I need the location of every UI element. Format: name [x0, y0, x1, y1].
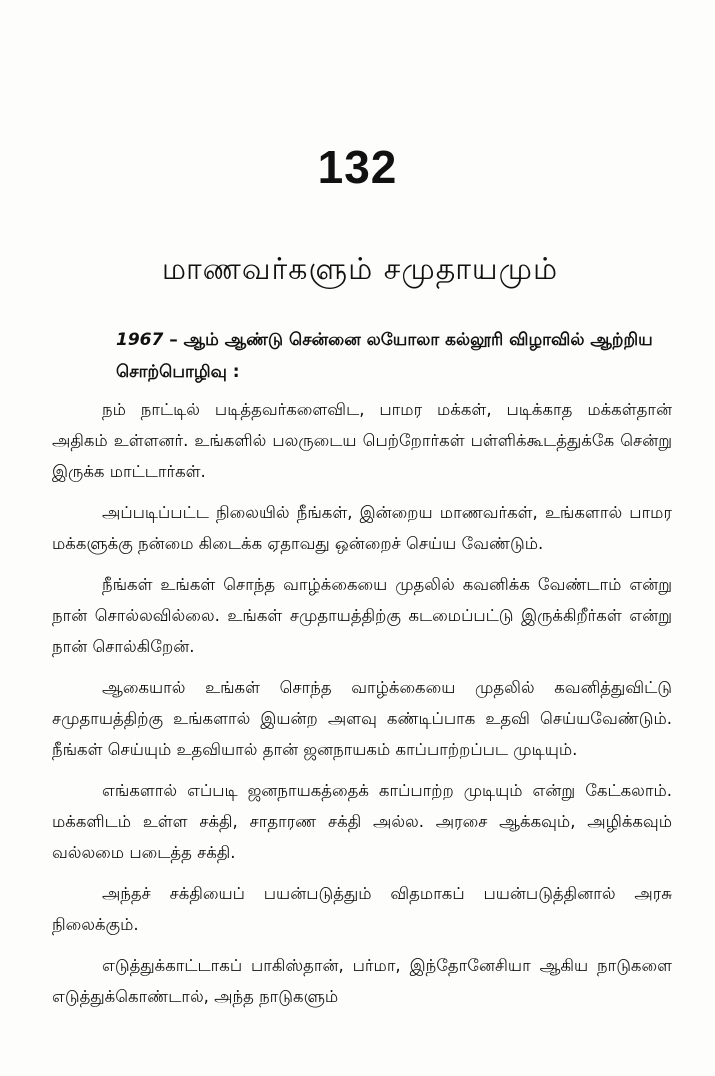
- paragraph-6: அந்தச் சக்தியைப் பயன்படுத்தும் விதமாகப் பயன்படுத்தினால் அரசு நிலைக்கும்.: [52, 884, 672, 934]
- paragraph-3: நீங்கள் உங்கள் சொந்த வாழ்க்கையை முதலில் கவனிக்க வேண்டாம் என்று நான் சொல்லவில்லை. உங்கள் சமுதாயத்திற்கு கடமைப்பட்டு இருக்கிறீர்கள் என்று நான் சொல்கிறேன்.: [52, 575, 672, 656]
- body-text: [52, 394, 672, 1022]
- speech-description: – ஆம் ஆண்டு சென்னை லயோலா கல்லூரி விழாவில் ஆற்றிய சொற்பொழிவு :: [116, 330, 653, 382]
- speech-context: [116, 324, 676, 388]
- chapter-title: மாணவர்களும் சமுதாயமும்: [161, 252, 559, 287]
- chapter-number: 132: [317, 141, 398, 193]
- paragraph-7: எடுத்துக்காட்டாகப் பாகிஸ்தான், பர்மா, இந்தோனேசியா ஆகிய நாடுகளை எடுத்துக்கொண்டால், அந்த நாடுகளும்: [52, 956, 672, 1006]
- paragraph-4: ஆகையால் உங்கள் சொந்த வாழ்க்கையை முதலில் கவனித்துவிட்டு சமுதாயத்திற்கு உங்களால் இயன்ற அளவு கண்டிப்பாக உதவி செய்யவேண்டும். நீங்கள் செய்யும் உதவியால் தான் ஜனநாயகம் காப்பாற்றப்பட முடியும்.: [52, 678, 672, 759]
- paragraph-5: எங்களால் எப்படி ஜனநாயகத்தைக் காப்பாற்ற முடியும் என்று கேட்கலாம். மக்களிடம் உள்ள சக்தி, சாதாரண சக்தி அல்ல. அரசை ஆக்கவும், அழிக்கவும் வல்லமை படைத்த சக்தி.: [52, 781, 672, 862]
- paragraph-2: அப்படிப்பட்ட நிலையில் நீங்கள், இன்றைய மாணவர்கள், உங்களால் பாமர மக்களுக்கு நன்மை கிடைக்க ஏதாவது ஒன்றைச் செய்ய வேண்டும்.: [52, 503, 672, 553]
- speech-year: 1967: [116, 330, 164, 350]
- paragraph-1: நம் நாட்டில் படித்தவர்களைவிட, பாமர மக்கள், படிக்காத மக்கள்தான் அதிகம் உள்ளனர். உங்களில் பலருடைய பெற்றோர்கள் பள்ளிக்கூடத்துக்கே சென்று இருக்க மாட்டார்கள்.: [52, 400, 672, 481]
